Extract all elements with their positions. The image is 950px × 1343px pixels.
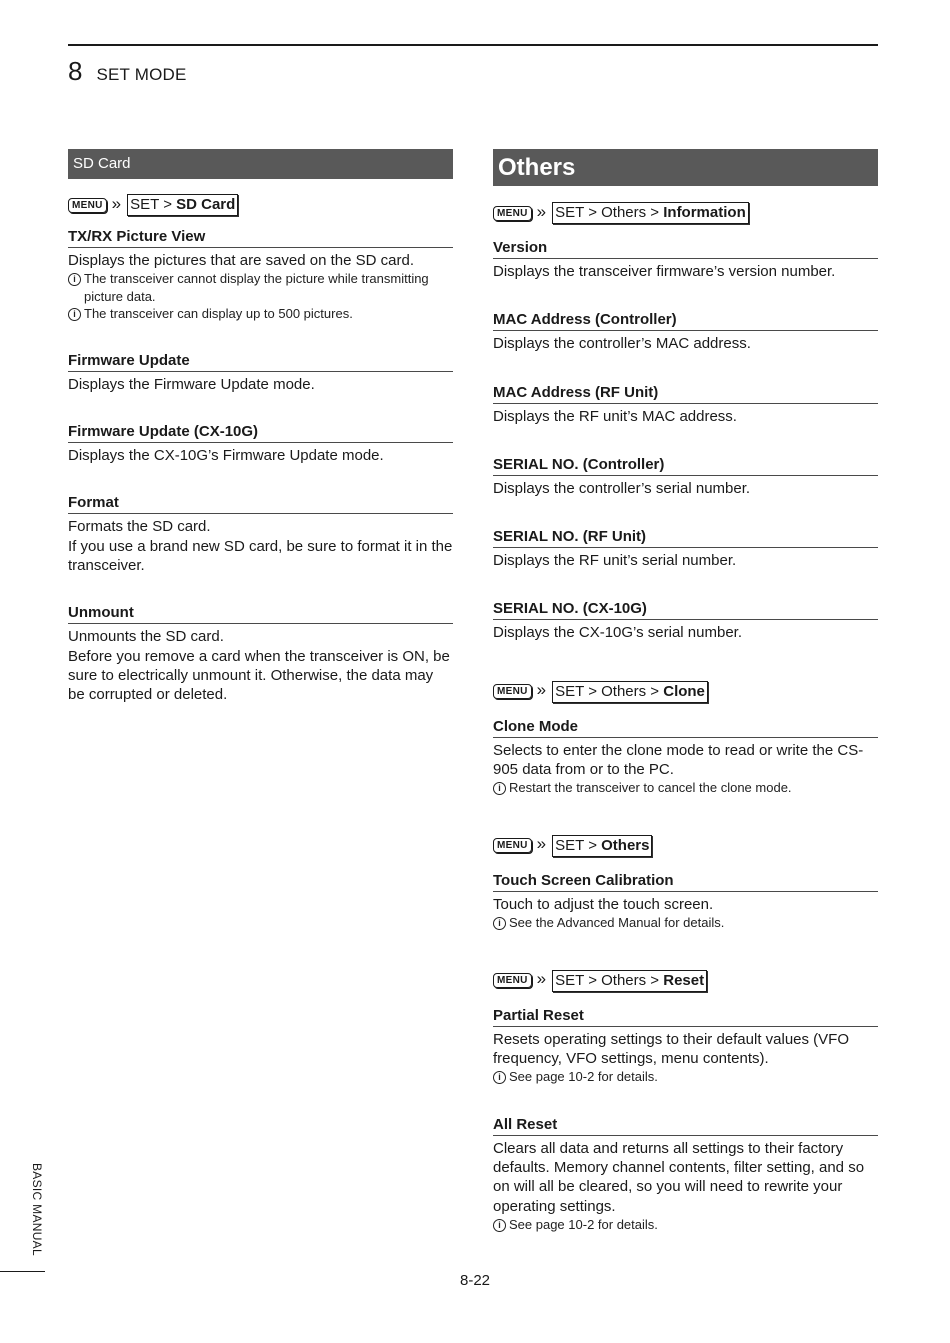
note: i See the Advanced Manual for details. xyxy=(493,914,878,932)
menu-path-information xyxy=(493,202,878,224)
item-text: Displays the controller’s serial number. xyxy=(493,479,751,497)
item-text: Formats the SD card. xyxy=(68,518,211,536)
item-title: All Reset xyxy=(493,1115,878,1136)
item-title: TX/RX Picture View xyxy=(68,227,453,248)
note: i The transceiver can display up to 500 pictures. xyxy=(68,305,453,323)
item-title: SERIAL NO. (CX-10G) xyxy=(493,599,878,620)
menu-path-clone xyxy=(493,681,878,703)
item-touch-screen-calibration xyxy=(493,871,878,932)
note: i Restart the transceiver to cancel the clone mode. xyxy=(493,779,878,797)
item-unmount xyxy=(68,603,453,704)
item-text: Displays the pictures that are saved on the SD card. xyxy=(68,252,415,269)
path-separator: » xyxy=(536,680,547,700)
section-title-sd-card: SD Card xyxy=(68,149,453,179)
item-title: Format xyxy=(68,493,453,514)
item-text: Displays the controller’s MAC address. xyxy=(493,335,751,353)
item-title: Unmount xyxy=(68,603,453,624)
menu-path-others xyxy=(493,835,878,857)
note: i The transceiver cannot display the picture while transmitting picture data. xyxy=(68,270,453,305)
menu-path-reset xyxy=(493,970,878,992)
info-icon: i xyxy=(493,1071,506,1084)
item-partial-reset xyxy=(493,1006,878,1086)
menu-key-icon: MENU xyxy=(493,973,532,988)
item-text-2: If you use a brand new SD card, be sure to format it in the transceiver. xyxy=(68,537,453,574)
section-title-others: Others xyxy=(493,149,878,186)
path-box: SET > Others > Reset xyxy=(552,970,707,992)
info-icon: i xyxy=(493,782,506,795)
item-text: Displays the CX-10G’s Firmware Update mode. xyxy=(68,447,384,465)
path-box: SET > Others xyxy=(552,835,652,857)
menu-key-icon: MENU xyxy=(493,206,532,221)
path-box: SET > Others > Clone xyxy=(552,681,708,703)
item-text: Displays the CX-10G’s serial number. xyxy=(493,624,742,642)
menu-key-icon: MENU xyxy=(493,684,532,699)
item-text: Unmounts the SD card. xyxy=(68,628,224,646)
item-text: Displays the transceiver firmware’s version number. xyxy=(493,263,836,280)
left-column xyxy=(68,149,453,704)
info-icon: i xyxy=(493,917,506,930)
note: i See page 10-2 for details. xyxy=(493,1068,878,1086)
info-icon: i xyxy=(68,273,81,286)
menu-key-icon: MENU xyxy=(493,838,532,853)
item-text: Clears all data and returns all settings to their factory defaults. Memory channel contents, filter setting, and so on will all be cleared, so you will need to rewrite your operating settings. xyxy=(493,1139,865,1215)
item-mac-rf-unit xyxy=(493,383,878,426)
item-tx-rx-picture-view xyxy=(68,227,453,323)
item-clone-mode xyxy=(493,717,878,797)
path-separator: » xyxy=(536,969,547,989)
item-firmware-update-cx10g xyxy=(68,422,453,465)
item-firmware-update xyxy=(68,351,453,394)
item-title: Partial Reset xyxy=(493,1006,878,1027)
item-text: Displays the RF unit’s serial number. xyxy=(493,552,737,570)
item-serial-controller xyxy=(493,455,878,498)
item-title: MAC Address (Controller) xyxy=(493,310,878,331)
item-text: Resets operating settings to their default values (VFO frequency, VFO settings, menu contents). xyxy=(493,1030,850,1067)
item-text-2: Before you remove a card when the transceiver is ON, be sure to electrically unmount it. Otherwise, the data may be corrupted or deleted. xyxy=(68,647,450,704)
item-title: Firmware Update xyxy=(68,351,453,372)
note: i See page 10-2 for details. xyxy=(493,1216,878,1234)
item-title: SERIAL NO. (RF Unit) xyxy=(493,527,878,548)
item-text: Displays the RF unit’s MAC address. xyxy=(493,407,737,425)
item-serial-rf-unit xyxy=(493,527,878,570)
item-text: Touch to adjust the touch screen. xyxy=(493,895,714,913)
item-mac-controller xyxy=(493,310,878,353)
item-title: Clone Mode xyxy=(493,717,878,738)
item-format xyxy=(68,493,453,575)
page-number: 8-22 xyxy=(459,1272,491,1289)
item-text: Selects to enter the clone mode to read or write the CS-905 data from or to the PC. xyxy=(493,741,864,779)
chapter-number: 8 xyxy=(68,56,83,86)
item-version xyxy=(493,238,878,281)
item-title: Touch Screen Calibration xyxy=(493,871,878,892)
path-box: SET > SD Card xyxy=(127,194,238,216)
chapter-header xyxy=(68,56,187,87)
item-all-reset xyxy=(493,1115,878,1234)
path-separator: » xyxy=(536,834,547,854)
info-icon: i xyxy=(68,308,81,321)
item-title: Version xyxy=(493,238,878,259)
path-separator: » xyxy=(536,201,547,221)
item-title: Firmware Update (CX-10G) xyxy=(68,422,453,443)
menu-path-sd-card xyxy=(68,194,453,216)
item-text: Displays the Firmware Update mode. xyxy=(68,375,315,393)
menu-key-icon: MENU xyxy=(68,198,107,213)
path-box: SET > Others > Information xyxy=(552,202,749,224)
right-column xyxy=(493,149,878,1233)
info-icon: i xyxy=(493,1219,506,1232)
top-rule xyxy=(68,44,878,46)
item-title: MAC Address (RF Unit) xyxy=(493,383,878,404)
item-title: SERIAL NO. (Controller) xyxy=(493,455,878,476)
item-serial-cx10g xyxy=(493,599,878,642)
chapter-title: SET MODE xyxy=(96,65,187,84)
side-label: BASIC MANUAL xyxy=(30,1163,44,1256)
path-separator: » xyxy=(111,193,122,213)
